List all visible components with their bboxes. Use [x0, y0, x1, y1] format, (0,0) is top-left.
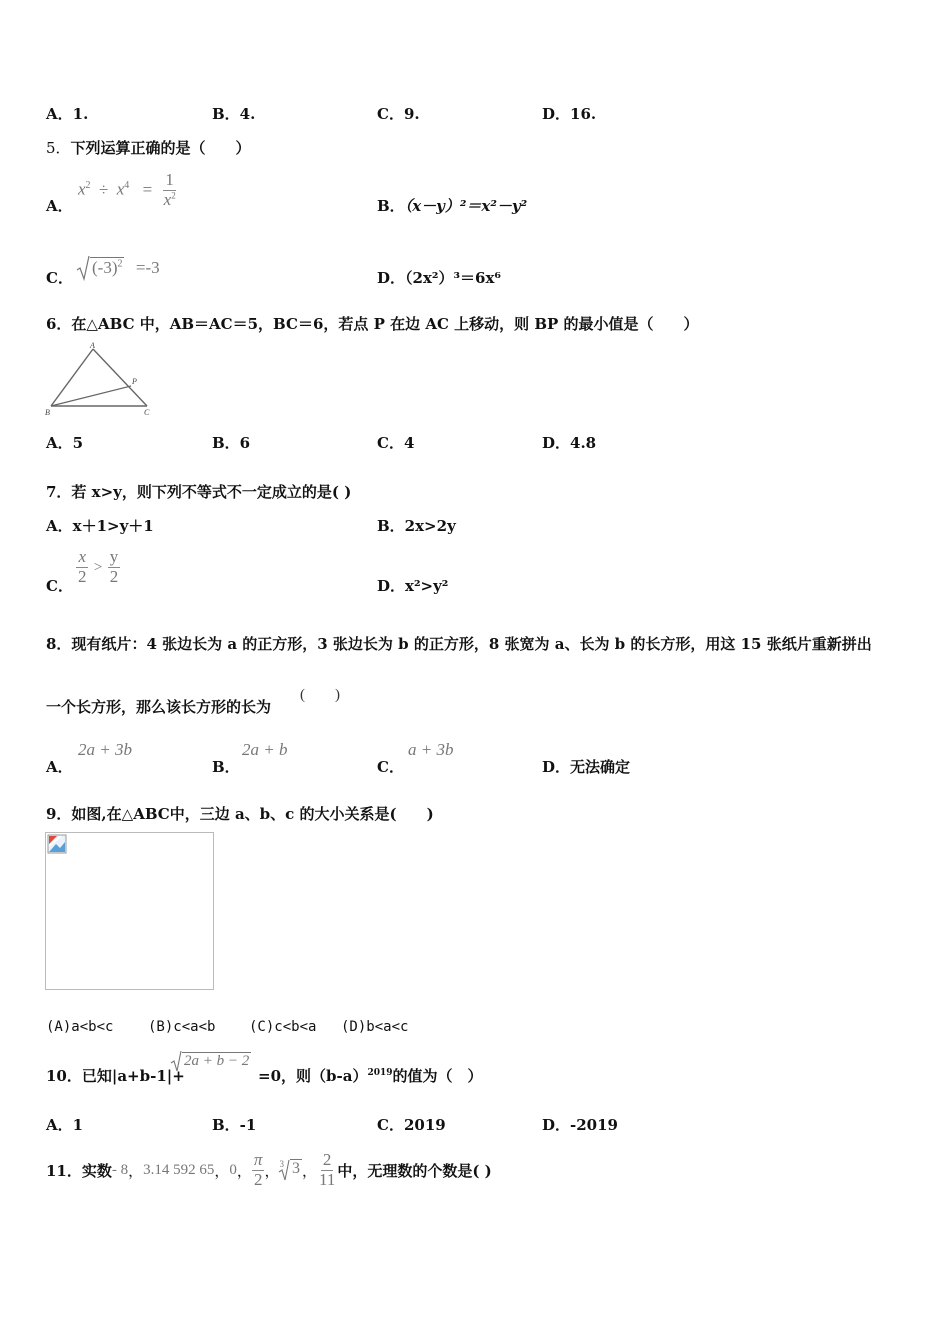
q7c-frac1: [76, 548, 89, 586]
q7c-den1: 2: [78, 566, 87, 586]
q5-option-d: [377, 267, 501, 288]
q11-frac-num: 2: [322, 1149, 332, 1169]
q5a-exp2: 2: [85, 180, 91, 192]
q11-fraction: [317, 1151, 337, 1189]
q10-option-b: B．-1: [212, 1116, 257, 1134]
q5c-exp: 2: [117, 257, 123, 269]
q5c-radicand: [90, 257, 124, 277]
q9-option-a: (A)a<b<c: [46, 1019, 114, 1035]
q11-sep4: ，: [264, 1161, 280, 1180]
q11-sep1: ，: [128, 1161, 144, 1180]
q5d-expr: （2x²）³＝6x⁶: [405, 269, 501, 287]
q6-option-d: D．4.8: [542, 434, 597, 452]
q11-cube-index: 3: [279, 1159, 284, 1169]
q8-answer-paren: ( ): [300, 687, 340, 703]
q6-label-c: C: [144, 408, 150, 417]
q10-radical: [170, 1050, 251, 1072]
q5d-label: D．: [377, 269, 406, 287]
q4-option-b: B．4.: [212, 105, 256, 123]
q8-option-b-expr: 2a + b: [242, 740, 288, 759]
q5a-fraction: [162, 171, 178, 209]
q7c-num2: y: [109, 547, 119, 566]
q6-label-b: B: [45, 408, 50, 417]
q9-option-d: (D)b<a<c: [341, 1019, 409, 1035]
q7c-den2: 2: [109, 566, 119, 586]
q8-option-b-label: B．: [212, 758, 240, 776]
q10-end-text: 的值为（ ）: [392, 1067, 483, 1085]
q11-stem: [46, 1145, 492, 1195]
q5-text: 下列运算正确的是（ ）: [70, 139, 251, 157]
q7-option-a: A．x＋1>y＋1: [46, 517, 154, 535]
broken-image-icon: [47, 834, 67, 854]
q10-radical-sign: [170, 1050, 182, 1072]
q8-option-c-expr: a + 3b: [408, 740, 454, 759]
q6-triangle-figure: [44, 342, 156, 418]
q5-stem: [46, 137, 251, 158]
q6-label-a: A: [90, 342, 95, 350]
q10-post-text: =0，则（b-a）: [258, 1067, 368, 1085]
q7-option-d: D．x²>y²: [377, 577, 449, 595]
q11-radical-sign: [278, 1159, 290, 1181]
q6-stem: 6．在△ABC 中，AB＝AC＝5，BC＝6，若点 P 在边 AC 上移动，则 BP 的最小值是（ ）: [46, 315, 699, 333]
q5b-label: B．: [377, 197, 405, 215]
q5b-expr: （x－y）²＝x²－y²: [404, 197, 528, 215]
q9-option-b: (B)c<a<b: [148, 1019, 216, 1035]
q6-label-p: P: [132, 377, 137, 386]
q4-option-d: D．16.: [542, 105, 597, 123]
q10-radicand: 2a + b − 2: [184, 1053, 250, 1069]
q7c-num1: x: [78, 547, 87, 566]
q11-cube-root: [279, 1159, 302, 1181]
q5-option-c-formula: [76, 255, 160, 281]
q8-option-a-label: A．: [46, 758, 73, 776]
q11-pre: 11．实数: [46, 1161, 112, 1180]
q10-option-a: A．1: [46, 1116, 84, 1134]
q11-sep5: ，: [301, 1161, 317, 1180]
q11-frac-den: 11: [318, 1169, 336, 1189]
q11-pi-fraction: [252, 1151, 265, 1189]
q11-num3: 0: [229, 1161, 237, 1178]
q8-option-c-label: C．: [377, 758, 404, 776]
q7-option-c-formula: [76, 548, 120, 586]
q9-option-c: (C)c<b<a: [249, 1019, 317, 1035]
q5c-radicand-text: (-3): [92, 257, 118, 277]
q11-end: 中，无理数的个数是( ): [337, 1161, 492, 1180]
q4-option-c: C．9.: [377, 105, 420, 123]
q7c-gt: >: [93, 559, 103, 576]
q5-option-c-label: C．: [46, 269, 73, 287]
q10-stem-post: [258, 1065, 483, 1086]
q10-option-c: C．2019: [377, 1116, 446, 1134]
q6-option-c: C．4: [377, 434, 415, 452]
q5-option-b: [377, 195, 527, 216]
q7-option-b: B．2x>2y: [377, 517, 456, 535]
q5c-rhs: =-3: [135, 257, 160, 277]
q5-option-a-label: A．: [46, 197, 73, 215]
q4-option-a: A．1.: [46, 105, 89, 123]
q10-stem-pre: 10．已知|a+b-1|+: [46, 1067, 185, 1085]
q5a-exp4: 4: [124, 180, 130, 192]
q8-stem-line2: 一个长方形，那么该长方形的长为: [46, 698, 272, 716]
q5a-den-exp: 2: [171, 190, 176, 201]
q11-num1: - 8: [111, 1161, 129, 1178]
q9-stem: 9．如图,在△ABC中，三边 a、b、c 的大小关系是( ): [46, 805, 434, 823]
q5a-numerator: 1: [165, 170, 174, 189]
q5a-equals: =: [142, 179, 153, 199]
q5a-divide: ÷: [98, 179, 109, 199]
q9-broken-image: [45, 832, 214, 990]
q7-stem: 7．若 x>y，则下列不等式不一定成立的是( ): [46, 483, 352, 501]
q11-sep2: ，: [214, 1161, 230, 1180]
q11-pi-den: 2: [253, 1169, 263, 1189]
q10-option-d: D．-2019: [542, 1116, 618, 1134]
q7-option-c-label: C．: [46, 577, 73, 595]
q5a-den-x: x: [163, 189, 172, 209]
q8-stem-line1: 8．现有纸片：4 张边长为 a 的正方形，3 张边长为 b 的正方形，8 张宽为 a、长为 b 的长方形，用这 15 张纸片重新拼出: [46, 635, 872, 653]
q6-option-b: B．6: [212, 434, 251, 452]
q8-option-d: D．无法确定: [542, 758, 631, 776]
q11-num2: 3.14 592 65: [143, 1161, 215, 1178]
q11-cube-radicand: 3: [291, 1160, 300, 1177]
q7c-frac2: [108, 548, 121, 586]
q6-option-a: A．5: [46, 434, 84, 452]
q11-pi: π: [253, 1149, 263, 1169]
q10-exponent: 2019: [367, 1068, 393, 1078]
q8-option-a-expr: 2a + 3b: [78, 740, 132, 759]
q5-number: 5．: [46, 139, 71, 157]
q5c-radical-sign: [76, 255, 90, 281]
q5a-x2: x: [116, 179, 125, 199]
q5-option-a-formula: [78, 171, 178, 209]
q11-sep3: ，: [236, 1161, 252, 1180]
q5a-x1: x: [78, 179, 86, 199]
